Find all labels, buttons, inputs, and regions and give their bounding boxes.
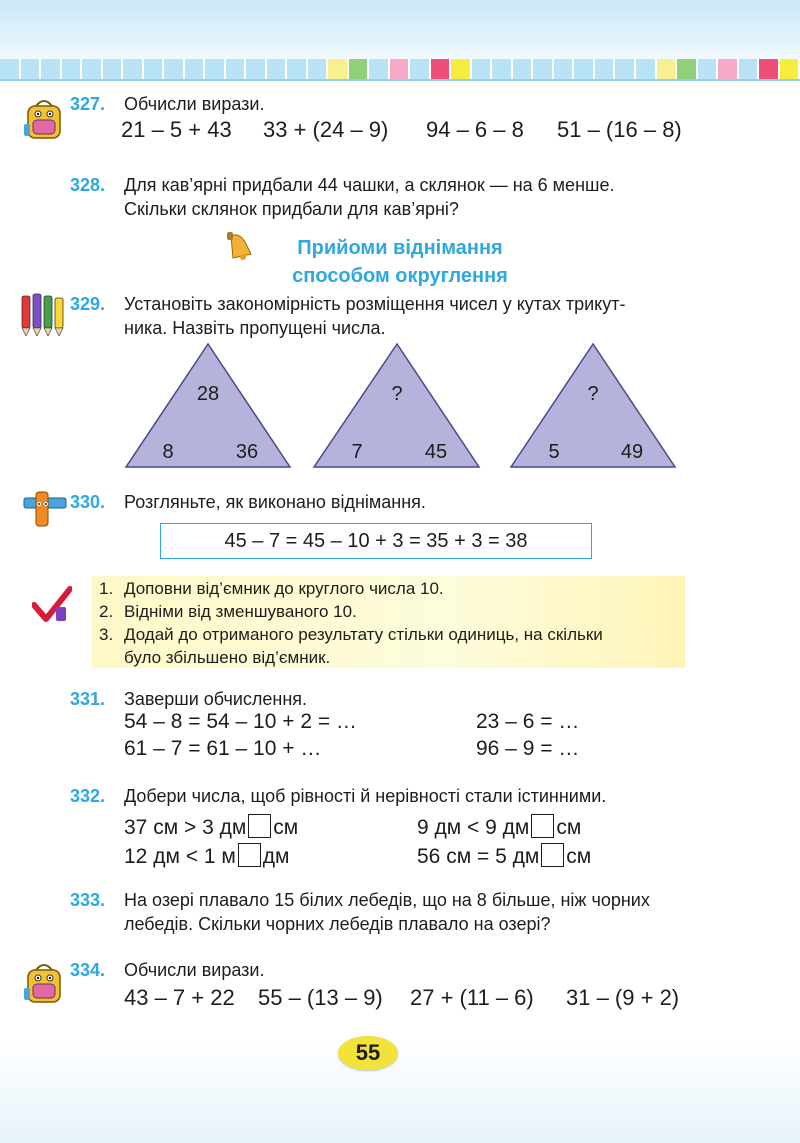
- task-332-text: Добери числа, щоб рівності й нерівності стали істинними.: [124, 786, 607, 806]
- task-329-line2: ника. Назвіть пропущені числа.: [124, 318, 386, 338]
- task-331-expression: 23 – 6 = …: [476, 710, 580, 733]
- answer-box[interactable]: [541, 843, 564, 867]
- strip-square: [492, 59, 513, 79]
- task-331-expression: 96 – 9 = …: [476, 737, 580, 760]
- task-330-text: Розгляньте, як виконано віднімання.: [124, 492, 426, 512]
- strip-square: [328, 59, 349, 79]
- task-331-text: Заверши обчислення.: [124, 689, 308, 709]
- strip-square: [595, 59, 616, 79]
- triangle-2: [314, 344, 479, 467]
- decorative-color-strip: [0, 59, 800, 79]
- task-334-number: 334.: [70, 960, 106, 980]
- backpack-icon: [22, 96, 66, 142]
- strip-square: [21, 59, 42, 79]
- triangle-3-right: 49: [620, 441, 644, 463]
- strip-square: [103, 59, 124, 79]
- strip-square: [780, 59, 800, 79]
- task-334-expression: 27 + (11 – 6): [410, 985, 534, 1010]
- task-333-line1: На озері плавало 15 білих лебедів, що на 8 більше, ніж чорних: [124, 890, 650, 910]
- triangle-3-top: ?: [587, 383, 599, 405]
- strip-square: [349, 59, 370, 79]
- strip-square: [164, 59, 185, 79]
- answer-box[interactable]: [531, 814, 554, 838]
- triangles-figure: [0, 340, 800, 475]
- task-332-item-after: см: [273, 816, 299, 839]
- checkmark-icon: [32, 585, 72, 625]
- strip-square: [451, 59, 472, 79]
- strip-underline: [0, 79, 800, 81]
- strip-square: [698, 59, 719, 79]
- strip-square: [472, 59, 493, 79]
- task-331-number: 331.: [70, 689, 106, 709]
- task-333-line2: лебедів. Скільки чорних лебедів плавало на озері?: [124, 914, 551, 934]
- task-332-item-before: 12 дм < 1 м: [124, 845, 236, 868]
- strip-square: [677, 59, 698, 79]
- triangle-3-left: 5: [548, 441, 560, 463]
- task-332-item-before: 37 см > 3 дм: [124, 816, 247, 839]
- task-332-item: [124, 843, 289, 869]
- strip-square: [759, 59, 780, 79]
- strip-square: [144, 59, 165, 79]
- task-331-expression: 61 – 7 = 61 – 10 + …: [124, 737, 322, 760]
- task-327-expression: 21 – 5 + 43: [121, 117, 232, 142]
- triangle-1: [126, 344, 290, 467]
- strip-square: [431, 59, 452, 79]
- task-327-number: 327.: [70, 94, 106, 114]
- strip-square: [62, 59, 83, 79]
- strip-square: [205, 59, 226, 79]
- section-heading-line1: Прийоми віднімання: [297, 237, 503, 259]
- answer-box[interactable]: [238, 843, 261, 867]
- task-327-expression: 51 – (16 – 8): [557, 117, 682, 142]
- task-328-number: 328.: [70, 175, 106, 195]
- pencils-icon: [18, 292, 68, 336]
- algorithm-step-text: Відніми від зменшуваного 10.: [124, 602, 357, 621]
- strip-square: [554, 59, 575, 79]
- task-334-expression: 55 – (13 – 9): [258, 985, 383, 1010]
- task-332-item-after: см: [566, 845, 592, 868]
- strip-square: [390, 59, 411, 79]
- page-number: 55: [338, 1036, 398, 1070]
- strip-square: [410, 59, 431, 79]
- strip-square: [185, 59, 206, 79]
- section-heading: [250, 234, 550, 290]
- triangle-3: [511, 344, 675, 467]
- task-334-text: Обчисли вирази.: [124, 960, 265, 980]
- answer-box[interactable]: [248, 814, 271, 838]
- task-330-equation-box: 45 – 7 = 45 – 10 + 3 = 35 + 3 = 38: [160, 523, 592, 559]
- task-332-item: [417, 843, 591, 869]
- triangle-2-left: 7: [351, 441, 363, 463]
- triangle-2-right: 45: [424, 441, 448, 463]
- strip-square: [308, 59, 329, 79]
- task-332-item-before: 9 дм < 9 дм: [417, 816, 530, 839]
- strip-square: [123, 59, 144, 79]
- strip-square: [533, 59, 554, 79]
- strip-square: [369, 59, 390, 79]
- task-332-item-after: см: [556, 816, 582, 839]
- strip-square: [226, 59, 247, 79]
- task-332-item-after: дм: [262, 845, 290, 868]
- task-332-number: 332.: [70, 786, 106, 806]
- task-329-line1: Установіть закономірність розміщення чисел у кутах трикут-: [124, 294, 626, 314]
- task-327-expression: 33 + (24 – 9): [263, 117, 389, 142]
- strip-square: [636, 59, 657, 79]
- task-332-item: [417, 814, 581, 840]
- strip-square: [0, 59, 21, 79]
- task-327-expression: 94 – 6 – 8: [426, 117, 524, 142]
- task-332-item: [124, 814, 298, 840]
- algorithm-step-text: Доповни від’ємник до круглого числа 10.: [124, 579, 444, 598]
- algorithm-step-number: 3.: [99, 625, 114, 644]
- task-333-number: 333.: [70, 890, 106, 910]
- task-330-number: 330.: [70, 492, 106, 512]
- task-331-expression: 54 – 8 = 54 – 10 + 2 = …: [124, 710, 357, 733]
- section-heading-line2: способом округлення: [292, 265, 508, 287]
- strip-square: [41, 59, 62, 79]
- triangle-1-left: 8: [162, 441, 174, 463]
- triangle-1-right: 36: [235, 441, 259, 463]
- backpack-icon: [22, 960, 66, 1006]
- task-334-expression: 31 – (9 + 2): [566, 985, 680, 1010]
- triangle-2-top: ?: [391, 383, 403, 405]
- algorithm-step-text: Додай до отриманого результату стільки одиниць, на скільки: [124, 625, 603, 644]
- task-328-line2: Скільки склянок придбали для кав’ярні?: [124, 199, 459, 219]
- strip-square: [82, 59, 103, 79]
- strip-square: [246, 59, 267, 79]
- strip-square: [615, 59, 636, 79]
- algorithm-step-number: 1.: [99, 579, 114, 598]
- math-signs-icon: [22, 490, 68, 530]
- triangle-1-top: 28: [196, 383, 220, 405]
- strip-square: [267, 59, 288, 79]
- strip-square: [513, 59, 534, 79]
- strip-square: [657, 59, 678, 79]
- strip-square: [287, 59, 308, 79]
- strip-square: [739, 59, 760, 79]
- algorithm-step-number: 2.: [99, 602, 114, 621]
- strip-square: [574, 59, 595, 79]
- strip-square: [718, 59, 739, 79]
- task-328-line1: Для кав’ярні придбали 44 чашки, а склянок — на 6 менше.: [124, 175, 615, 195]
- algorithm-step-text: було збільшено від’ємник.: [124, 648, 331, 667]
- task-327-text: Обчисли вирази.: [124, 94, 265, 114]
- task-329-number: 329.: [70, 294, 106, 314]
- task-334-expression: 43 – 7 + 22: [124, 985, 235, 1010]
- task-332-item-before: 56 см = 5 дм: [417, 845, 540, 868]
